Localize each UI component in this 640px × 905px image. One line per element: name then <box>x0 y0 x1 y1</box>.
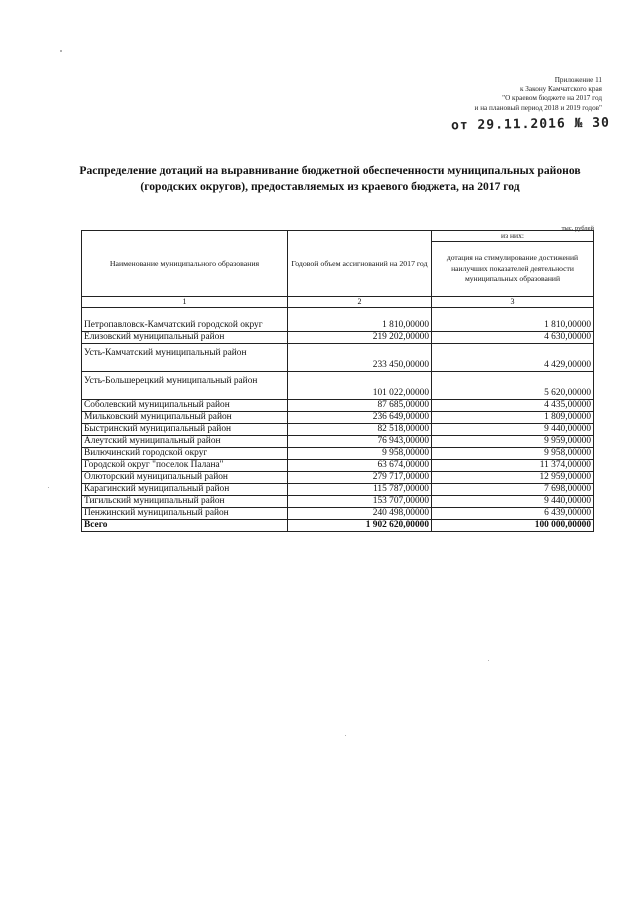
total-value: 82 518,00000 <box>288 424 432 436</box>
stimulus-value: 4 435,00000 <box>432 400 594 412</box>
appendix-line: и на плановый период 2018 и 2019 годов" <box>474 103 602 112</box>
stimulus-value: 9 958,00000 <box>432 448 594 460</box>
stimulus-value: 6 439,00000 <box>432 508 594 520</box>
units-label: тыс. рублей <box>561 225 594 232</box>
municipality-name: Пенжинский муниципальный район <box>82 508 288 520</box>
stimulus-value: 12 959,00000 <box>432 472 594 484</box>
total-value: 115 787,00000 <box>288 484 432 496</box>
table-row <box>82 344 594 372</box>
stimulus-value: 9 440,00000 <box>432 424 594 436</box>
total-label: Всего <box>82 520 288 532</box>
stimulus-value: 7 698,00000 <box>432 484 594 496</box>
table-header-row <box>82 231 594 242</box>
total-value: 101 022,00000 <box>288 372 432 400</box>
appendix-line: Приложение 11 <box>554 76 602 84</box>
document-title: Распределение дотаций на выравнивание бюджетной обеспеченности муниципальных районов (городских округов), предоставляемых из краевого бюджета, на 2017 год <box>79 164 581 193</box>
column-number: 3 <box>432 297 594 308</box>
municipality-name: Соболевский муниципальный район <box>82 400 288 412</box>
table-row <box>82 332 594 344</box>
stimulus-value: 11 374,00000 <box>432 460 594 472</box>
header-stimulus-column: дотация на стимулирование достижений наилучших показателей деятельности муниципальных образований <box>432 242 594 297</box>
municipality-name: Алеутский муниципальный район <box>82 436 288 448</box>
table-row <box>82 400 594 412</box>
total-value: 63 674,00000 <box>288 460 432 472</box>
municipality-name: Вилючинский городской округ <box>82 448 288 460</box>
total-value: 240 498,00000 <box>288 508 432 520</box>
table-row <box>82 424 594 436</box>
grand-total-stimulus: 100 000,00000 <box>432 520 594 532</box>
total-value: 76 943,00000 <box>288 436 432 448</box>
municipality-name: Городской округ "поселок Палана" <box>82 460 288 472</box>
municipality-name: Олюторский муниципальный район <box>82 472 288 484</box>
table-row <box>82 460 594 472</box>
handwritten-law-reference: от 29.11.2016 № 30 <box>450 115 611 134</box>
scan-speck <box>488 660 489 661</box>
total-value: 9 958,00000 <box>288 448 432 460</box>
municipality-name: Тигильский муниципальный район <box>82 496 288 508</box>
stimulus-value: 1 809,00000 <box>432 412 594 424</box>
table-row <box>82 308 594 332</box>
stimulus-value: 1 810,00000 <box>432 308 594 332</box>
total-value: 153 707,00000 <box>288 496 432 508</box>
scan-speck <box>60 50 62 52</box>
column-numbers-row <box>82 297 594 308</box>
stimulus-value: 9 959,00000 <box>432 436 594 448</box>
municipality-name: Карагинский муниципальный район <box>82 484 288 496</box>
table-row <box>82 472 594 484</box>
header-total-column: Годовой объем ассигнований на 2017 год <box>288 231 432 297</box>
grand-total-value: 1 902 620,00000 <box>288 520 432 532</box>
total-value: 219 202,00000 <box>288 332 432 344</box>
scan-speck <box>345 735 346 736</box>
municipality-name: Петропавловск-Камчатский городской округ <box>82 308 288 332</box>
header-of-them: из них: <box>432 231 594 242</box>
table-row <box>82 436 594 448</box>
municipality-name: Усть-Большерецкий муниципальный район <box>82 372 288 400</box>
table-row <box>82 484 594 496</box>
total-value: 279 717,00000 <box>288 472 432 484</box>
municipality-name: Быстринский муниципальный район <box>82 424 288 436</box>
column-number: 1 <box>82 297 288 308</box>
municipality-name: Мильковский муниципальный район <box>82 412 288 424</box>
appendix-line: "О краевом бюджете на 2017 год <box>502 94 602 103</box>
total-row <box>82 520 594 532</box>
stimulus-value: 5 620,00000 <box>432 372 594 400</box>
stimulus-value: 4 429,00000 <box>432 344 594 372</box>
stimulus-value: 9 440,00000 <box>432 496 594 508</box>
total-value: 236 649,00000 <box>288 412 432 424</box>
total-value: 87 685,00000 <box>288 400 432 412</box>
subsidy-table <box>81 230 594 532</box>
total-value: 233 450,00000 <box>288 344 432 372</box>
appendix-block <box>362 76 602 113</box>
table-row <box>82 412 594 424</box>
header-name-column: Наименование муниципального образования <box>82 231 288 297</box>
municipality-name: Усть-Камчатский муниципальный район <box>82 344 288 372</box>
total-value: 1 810,00000 <box>288 308 432 332</box>
table-row <box>82 448 594 460</box>
table-row <box>82 372 594 400</box>
table-row <box>82 508 594 520</box>
municipality-name: Елизовский муниципальный район <box>82 332 288 344</box>
appendix-line: к Закону Камчатского края <box>520 85 602 94</box>
column-number: 2 <box>288 297 432 308</box>
table-row <box>82 496 594 508</box>
stimulus-value: 4 630,00000 <box>432 332 594 344</box>
scan-speck <box>48 487 49 488</box>
